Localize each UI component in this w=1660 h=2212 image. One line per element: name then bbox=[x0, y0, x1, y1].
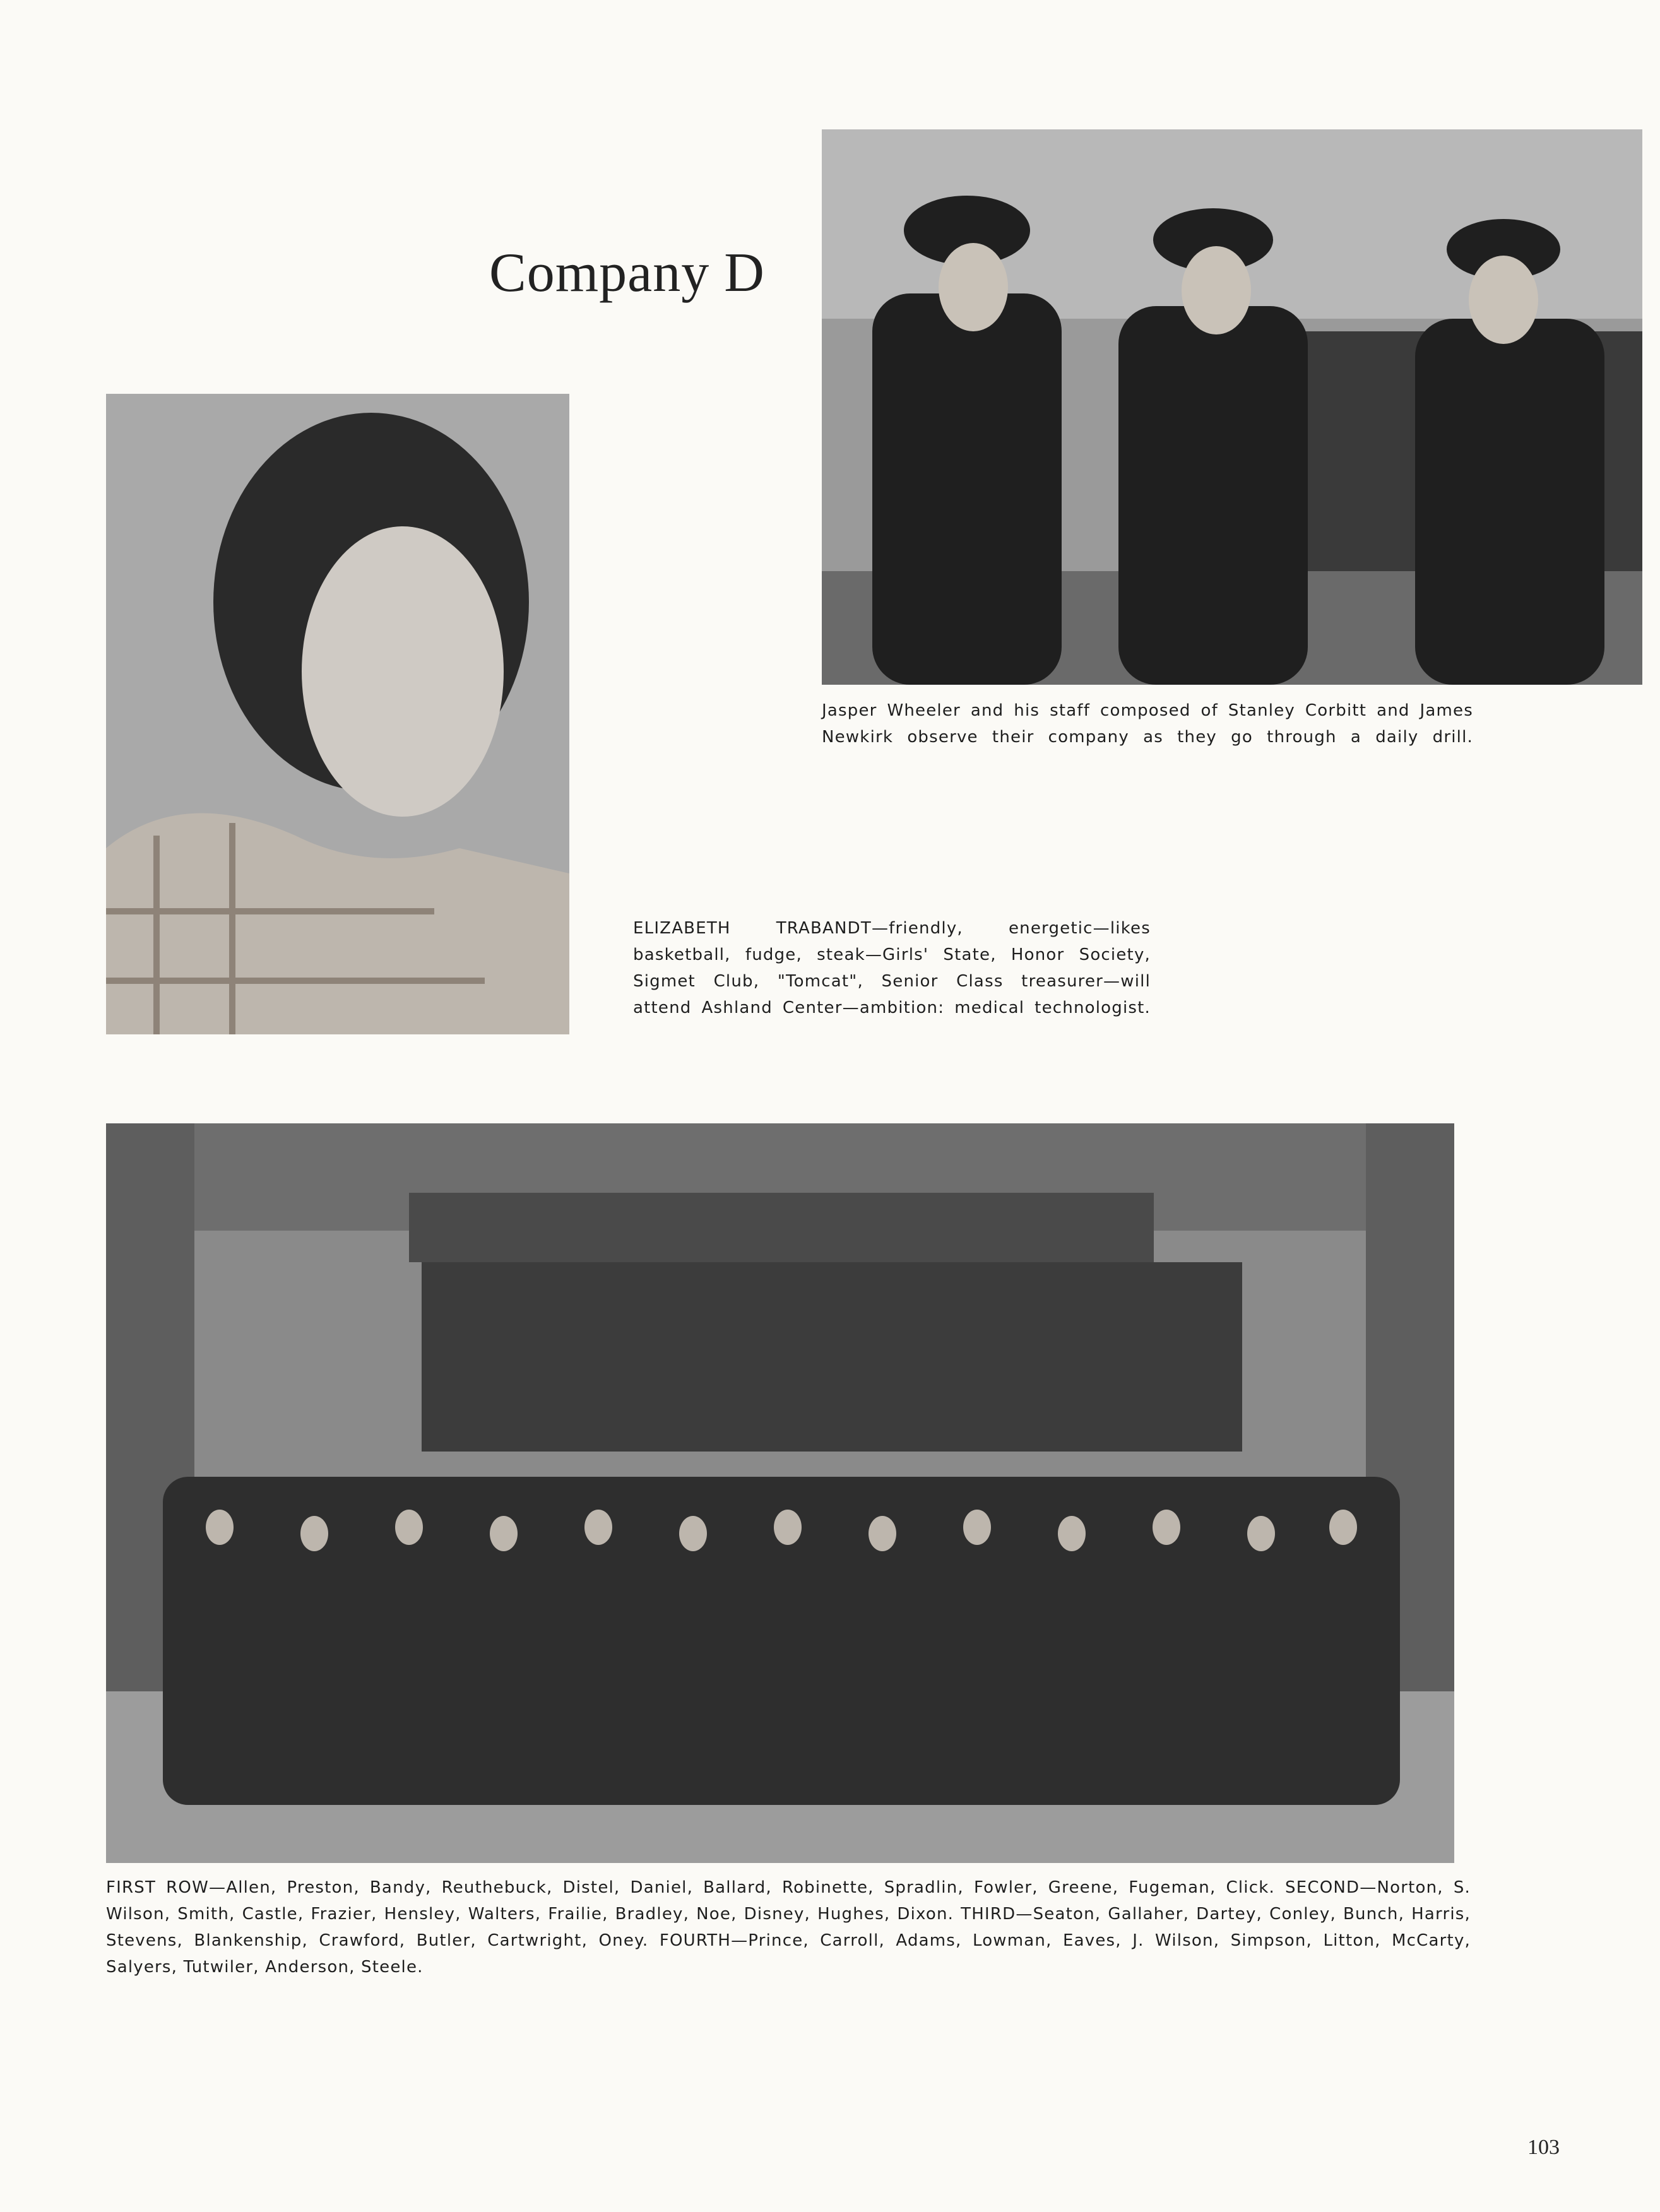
page-number: 103 bbox=[1527, 2136, 1560, 2159]
portrait-photo bbox=[106, 394, 569, 1034]
officers-photo bbox=[822, 129, 1642, 685]
company-photo bbox=[106, 1123, 1454, 1863]
officers-caption: Jasper Wheeler and his staff composed of Stanley Corbitt and James Newkirk observe their company as they go through a daily drill. bbox=[822, 701, 1473, 747]
roster-caption: FIRST ROW—Allen, Preston, Bandy, Reuthebuck, Distel, Daniel, Ballard, Robinette, Spradlin, Fowler, Greene, Fugeman, Click. SECOND—Norton, S. Wilson, Smith, Castle, Frazier, Hensley, Walters, Frailie, Bradley, Noe, Disney, Hughes, Dixon. THIRD—Seaton, Gallaher, Dartey, Conley, Bunch, Harris, Stevens, Blankenship, Crawford, Butler, Cartwright, Oney. FOURTH—Prince, Carroll, Adams, Lowman, Eaves, J. Wilson, Simpson, Litton, McCarty, Salyers, Tutwiler, Anderson, Steele. bbox=[106, 1878, 1471, 1977]
bio-caption: ELIZABETH TRABANDT—friendly, energetic—likes basketball, fudge, steak—Girls' State, Honor Society, Sigmet Club, "Tomcat", Senior Class treasurer—will attend Ashland Center—ambition: medical technologist. bbox=[633, 919, 1151, 1017]
page-title: Company D bbox=[489, 242, 765, 304]
